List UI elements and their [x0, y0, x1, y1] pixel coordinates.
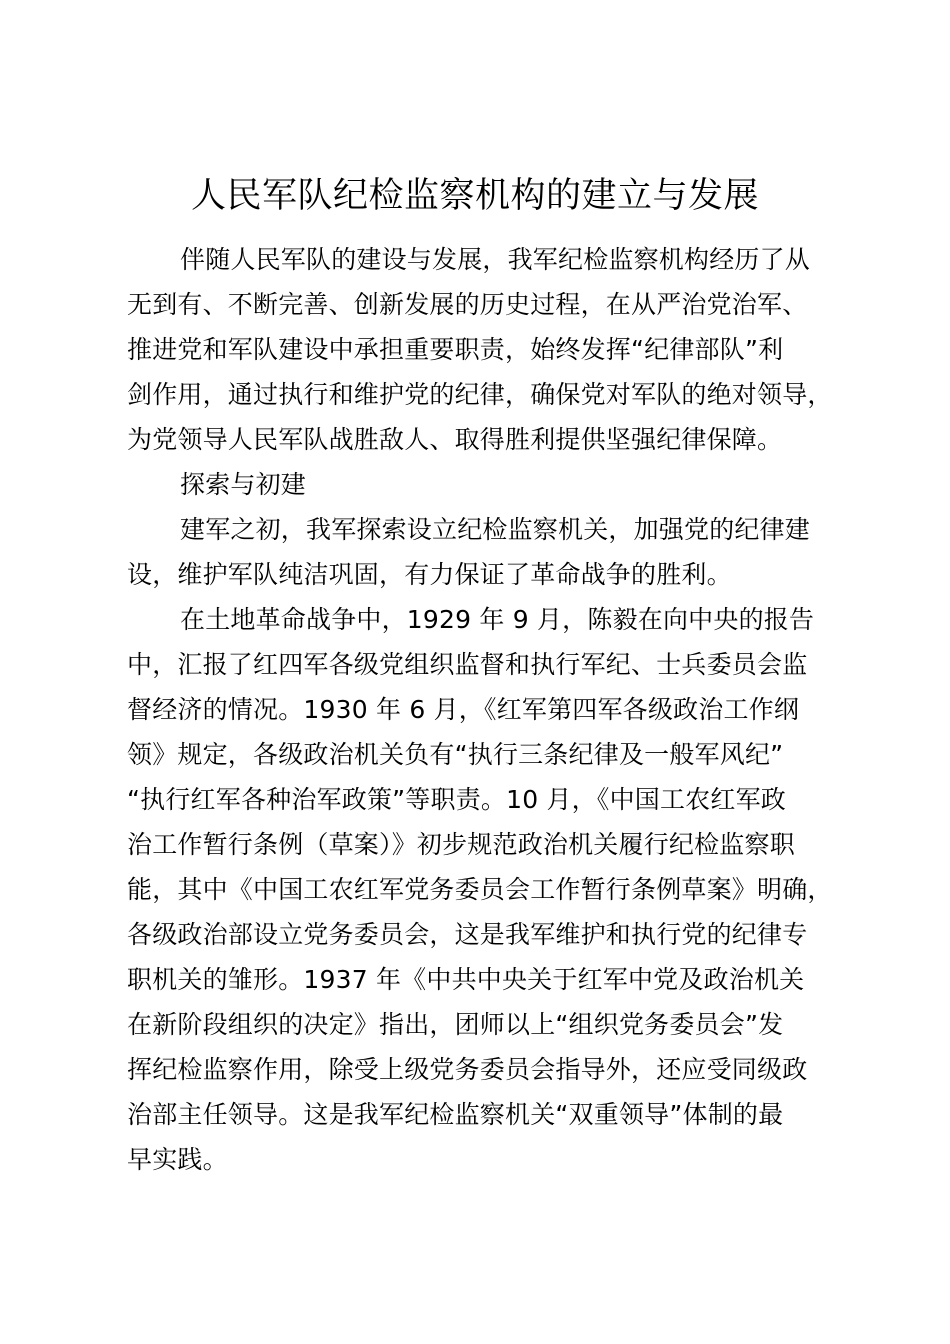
body-line-12: 领》规定，各级政治机关负有“执行三条纪律及一般军风纪”: [127, 740, 784, 769]
body-line-14: 治工作暂行条例（草案）》初步规范政治机关履行纪检监察职: [127, 830, 795, 859]
body-line-15: 能，其中《中国工农红军党务委员会工作暂行条例草案》明确，: [127, 875, 833, 904]
body-line-13: “执行红军各种治军政策”等职责。10 月，《中国工农红军政: [127, 785, 786, 814]
body-line-19: 挥纪检监察作用，除受上级党务委员会指导外，还应受同级政: [127, 1055, 808, 1084]
body-line-21: 早实践。: [127, 1145, 228, 1174]
body-line-7: 建军之初，我军探索设立纪检监察机关，加强党的纪律建: [180, 515, 811, 544]
body-line-17: 职机关的雏形。1937 年《中共中央关于红军中党及政治机关: [127, 965, 805, 994]
body-line-8: 设，维护军队纯洁巩固，有力保证了革命战争的胜利。: [127, 560, 732, 589]
body-line-20: 治部主任领导。这是我军纪检监察机关“双重领导”体制的最: [127, 1100, 784, 1129]
body-line-18: 在新阶段组织的决定》指出，团师以上“组织党务委员会”发: [127, 1010, 784, 1039]
body-line-1: 伴随人民军队的建设与发展，我军纪检监察机构经历了从: [180, 245, 811, 274]
body-line-5: 为党领导人民军队战胜敌人、取得胜利提供坚强纪律保障。: [127, 425, 783, 454]
section-heading: 探索与初建: [180, 470, 307, 499]
document-title: 人民军队纪检监察机构的建立与发展: [190, 176, 759, 216]
body-line-11: 督经济的情况。1930 年 6 月，《红军第四军各级政治工作纲: [127, 695, 800, 724]
body-line-4: 剑作用，通过执行和维护党的纪律，确保党对军队的绝对领导，: [127, 380, 833, 409]
body-line-10: 中，汇报了红四军各级党组织监督和执行军纪、士兵委员会监: [127, 650, 808, 679]
body-line-16: 各级政治部设立党务委员会，这是我军维护和执行党的纪律专: [127, 920, 808, 949]
body-line-3: 推进党和军队建设中承担重要职责，始终发挥“纪律部队”利: [127, 335, 784, 364]
body-line-9: 在土地革命战争中，1929 年 9 月，陈毅在向中央的报告: [180, 605, 815, 634]
body-line-2: 无到有、不断完善、创新发展的历史过程，在从严治党治军、: [127, 290, 808, 319]
